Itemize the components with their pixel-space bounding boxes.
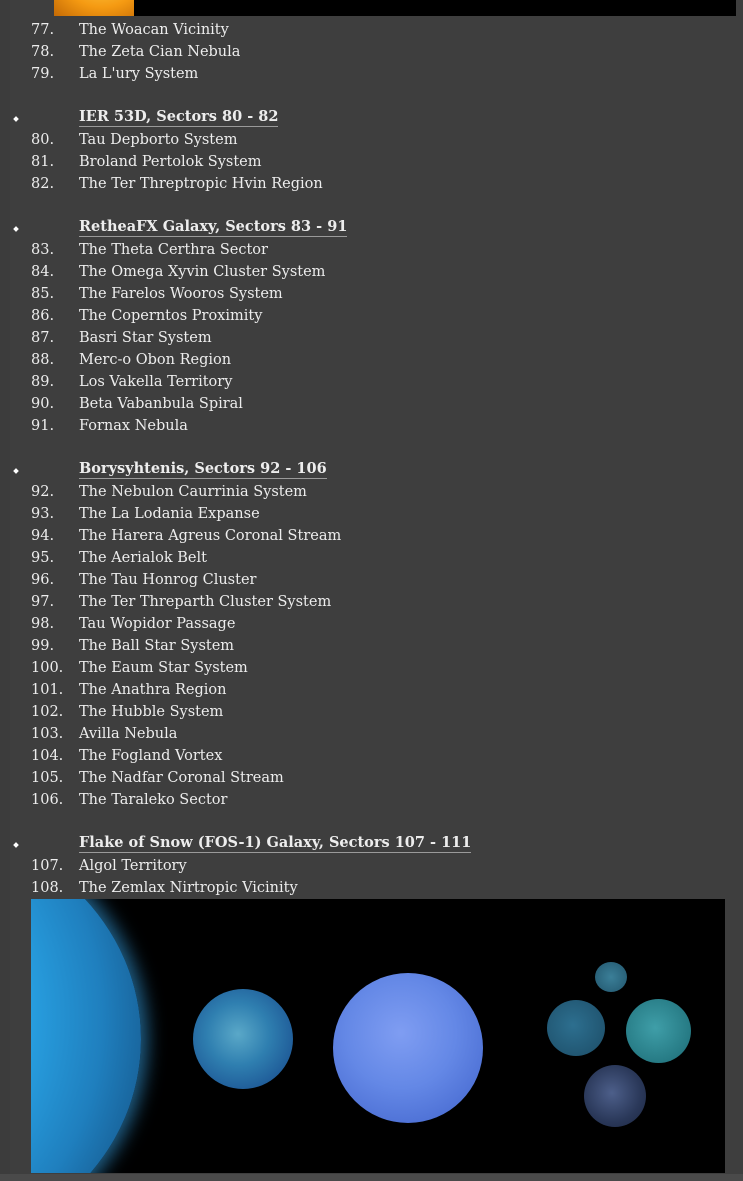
section-header-link[interactable]: IER 53D, Sectors 80 - 82 [79, 108, 279, 125]
list-item [10, 63, 743, 85]
content-column [10, 0, 743, 1181]
list-item [10, 635, 743, 657]
list-item [10, 613, 743, 635]
item-text: The Aerialok Belt [79, 550, 207, 566]
bullet-icon [13, 116, 19, 122]
item-text: The Theta Certhra Sector [79, 242, 268, 258]
item-text: Algol Territory [79, 858, 187, 874]
item-text: Merc-o Obon Region [79, 352, 232, 368]
list-item [10, 657, 743, 679]
planets-image [31, 899, 725, 1173]
item-number: 78. [31, 44, 55, 60]
left-margin-strip [0, 0, 10, 1181]
item-text: The Taraleko Sector [79, 792, 228, 808]
item-number: 99. [31, 638, 55, 654]
planet-shape [547, 1000, 605, 1056]
item-text: The La Lodania Expanse [79, 506, 260, 522]
item-number: 95. [31, 550, 55, 566]
item-number: 84. [31, 264, 55, 280]
item-number: 89. [31, 374, 55, 390]
top-space-image [54, 0, 736, 16]
item-number: 88. [31, 352, 55, 368]
item-text: Tau Depborto System [79, 132, 238, 148]
item-text: Basri Star System [79, 330, 212, 346]
list-item [10, 767, 743, 789]
item-number: 101. [31, 682, 64, 698]
item-text: Beta Vabanbula Spiral [79, 396, 243, 412]
section-header-link[interactable]: RetheaFX Galaxy, Sectors 83 - 91 [79, 218, 348, 235]
item-number: 103. [31, 726, 64, 742]
item-number: 98. [31, 616, 55, 632]
list-item [10, 239, 743, 261]
item-text: The Farelos Wooros System [79, 286, 283, 302]
list-item [10, 789, 743, 811]
item-number: 94. [31, 528, 55, 544]
planet-shape [595, 962, 627, 992]
item-number: 93. [31, 506, 55, 522]
list-item [10, 701, 743, 723]
list-item [10, 283, 743, 305]
item-number: 85. [31, 286, 55, 302]
bullet-icon [13, 842, 19, 848]
item-number: 92. [31, 484, 55, 500]
list-item [10, 745, 743, 767]
list-item [10, 129, 743, 151]
section-header-link[interactable]: Borysyhtenis, Sectors 92 - 106 [79, 460, 327, 477]
item-number: 97. [31, 594, 55, 610]
list-item [10, 547, 743, 569]
item-number: 100. [31, 660, 64, 676]
list-item [10, 327, 743, 349]
item-number: 79. [31, 66, 55, 82]
item-number: 87. [31, 330, 55, 346]
list-item [10, 877, 743, 899]
item-text: The Ter Threptropic Hvin Region [79, 176, 323, 192]
list-item [10, 503, 743, 525]
item-number: 77. [31, 22, 55, 38]
list-item [10, 723, 743, 745]
list-item [10, 151, 743, 173]
item-text: The Hubble System [79, 704, 224, 720]
item-text: The Nebulon Caurrinia System [79, 484, 307, 500]
item-number: 86. [31, 308, 55, 324]
item-text: La L'ury System [79, 66, 199, 82]
planet-shape [626, 999, 691, 1063]
list-item [10, 855, 743, 877]
item-number: 91. [31, 418, 55, 434]
item-text: The Zemlax Nirtropic Vicinity [79, 880, 298, 896]
bottom-edge [0, 1174, 743, 1181]
item-text: The Coperntos Proximity [79, 308, 263, 324]
orange-star-shape [54, 0, 134, 16]
item-text: The Tau Honrog Cluster [79, 572, 257, 588]
item-number: 81. [31, 154, 55, 170]
list-item [10, 393, 743, 415]
planet-shape [193, 989, 293, 1089]
section-header [10, 107, 743, 129]
item-text: The Anathra Region [79, 682, 227, 698]
item-text: The Omega Xyvin Cluster System [79, 264, 326, 280]
section-header [10, 833, 743, 855]
blue-star-shape [31, 899, 141, 1173]
list-item [10, 679, 743, 701]
item-text: The Ball Star System [79, 638, 235, 654]
section-header [10, 217, 743, 239]
item-text: The Ter Threparth Cluster System [79, 594, 332, 610]
item-text: The Nadfar Coronal Stream [79, 770, 284, 786]
list-item [10, 525, 743, 547]
bullet-icon [13, 226, 19, 232]
item-text: The Zeta Cian Nebula [79, 44, 241, 60]
list-item [10, 41, 743, 63]
item-number: 96. [31, 572, 55, 588]
item-number: 102. [31, 704, 64, 720]
item-number: 106. [31, 792, 64, 808]
item-text: Los Vakella Territory [79, 374, 233, 390]
item-number: 105. [31, 770, 64, 786]
section-header-link[interactable]: Flake of Snow (FOS-1) Galaxy, Sectors 107 - 111 [79, 834, 472, 851]
list-item [10, 569, 743, 591]
planet-shape [584, 1065, 646, 1127]
section-header [10, 459, 743, 481]
item-number: 107. [31, 858, 64, 874]
item-number: 83. [31, 242, 55, 258]
item-number: 104. [31, 748, 64, 764]
list-item [10, 371, 743, 393]
list-item [10, 481, 743, 503]
list-item [10, 173, 743, 195]
item-text: The Woacan Vicinity [79, 22, 229, 38]
list-item [10, 305, 743, 327]
item-text: The Fogland Vortex [79, 748, 223, 764]
list-item [10, 415, 743, 437]
list-item [10, 261, 743, 283]
list-item [10, 19, 743, 41]
list-item [10, 591, 743, 613]
item-number: 90. [31, 396, 55, 412]
item-number: 108. [31, 880, 64, 896]
item-text: Tau Wopidor Passage [79, 616, 236, 632]
planet-shape [333, 973, 483, 1123]
item-text: Broland Pertolok System [79, 154, 262, 170]
item-text: The Eaum Star System [79, 660, 248, 676]
item-number: 80. [31, 132, 55, 148]
bullet-icon [13, 468, 19, 474]
item-number: 82. [31, 176, 55, 192]
item-text: The Harera Agreus Coronal Stream [79, 528, 342, 544]
item-text: Fornax Nebula [79, 418, 188, 434]
item-text: Avilla Nebula [79, 726, 178, 742]
list-item [10, 349, 743, 371]
